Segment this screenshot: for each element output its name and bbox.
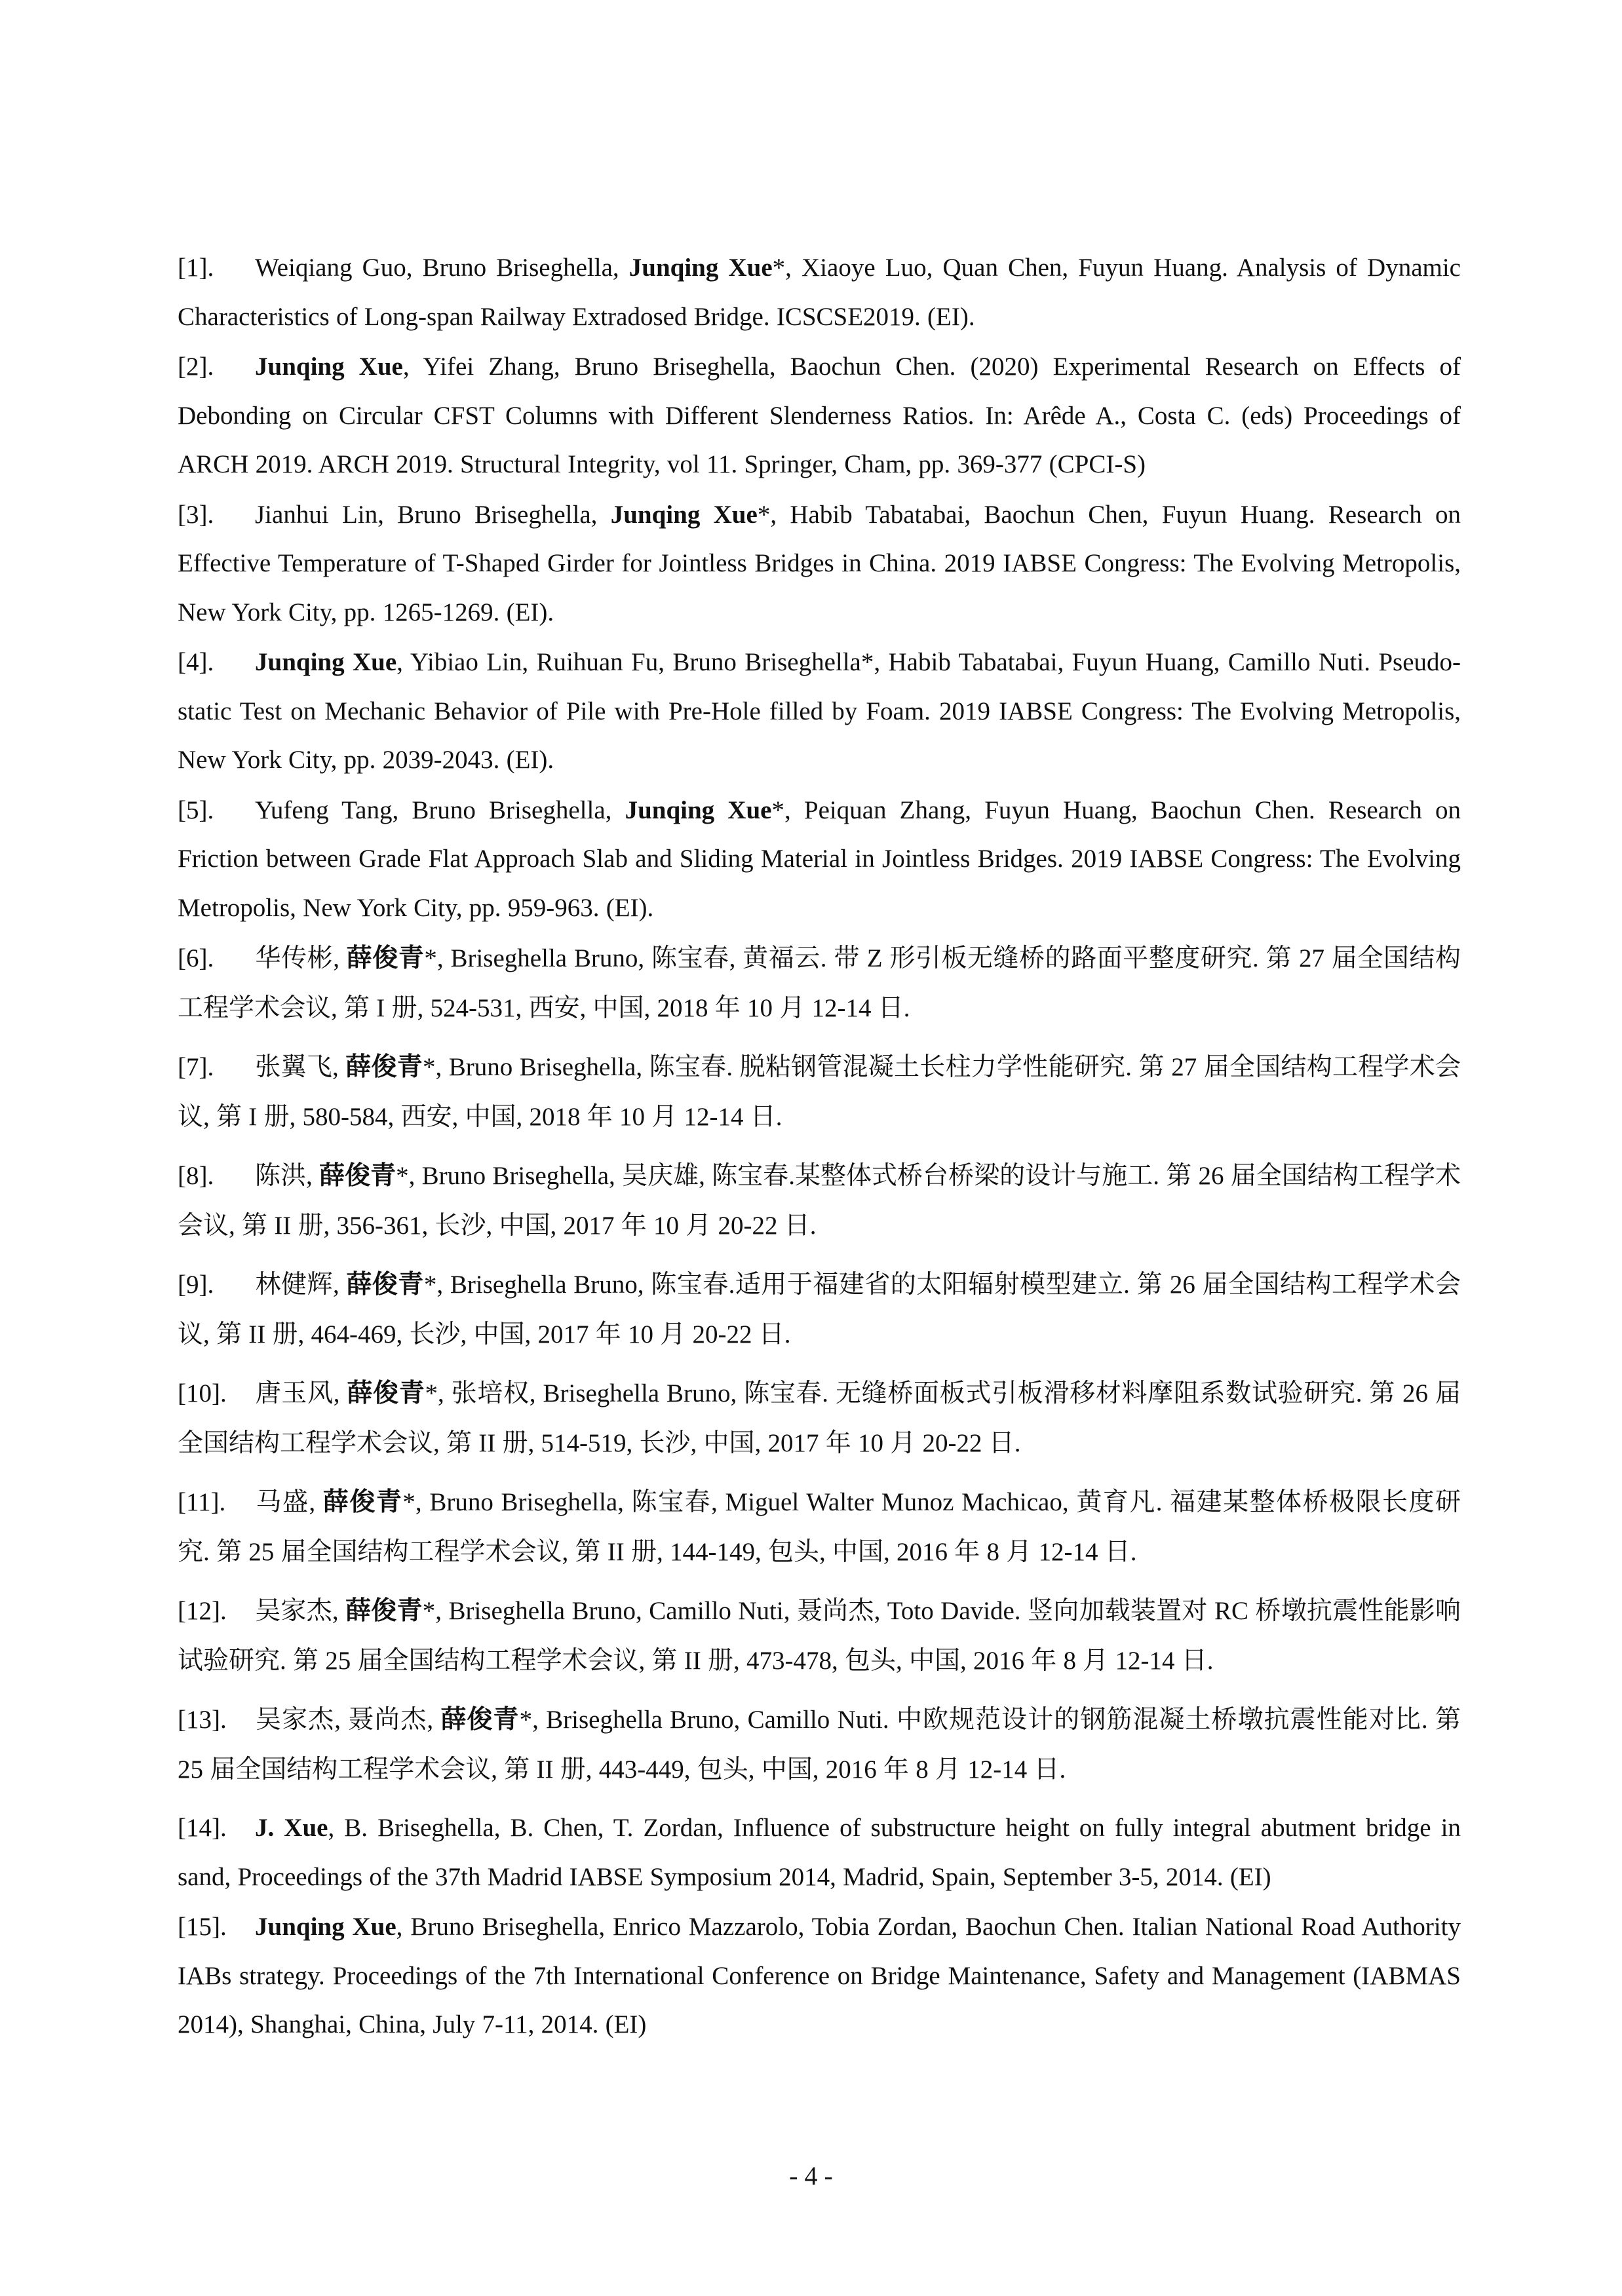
reference-highlight-author: Junqing Xue [628, 254, 773, 282]
reference-highlight-author: 薛俊青 [319, 1162, 396, 1190]
reference-number: [10]. [178, 1379, 227, 1407]
reference-item [178, 786, 1461, 933]
reference-item [178, 1586, 1461, 1686]
reference-details: *, Peiquan Zhang, Fuyun Huang, Baochun Chen. Research on Friction between Grade Flat Approach Slab and Sliding Material in Jointless Bridges. 2019 IABSE Congress: The Evolving Metropolis, New York City, pp. 959-963. (EI). [178, 795, 1461, 922]
reference-number: [13]. [178, 1706, 227, 1734]
reference-details: *, Bruno Briseghella, 陈宝春, Miguel Walter Munoz Machicao, 黄育凡. 福建某整体桥极限长度研究. 第 25 届全国结构工程学术会议, 第 II 册, 144-149, 包头, 中国, 2016 年 8 月 12-14 日. [178, 1488, 1461, 1566]
reference-authors-lead: 张翼飞, [255, 1053, 346, 1081]
reference-item [178, 934, 1461, 1033]
reference-number: [12]. [178, 1597, 227, 1625]
reference-details: , Yifei Zhang, Bruno Briseghella, Baochun Chen. (2020) Experimental Research on Effects of Debonding on Circular CFST Columns with Different Slenderness Ratios. In: Arêde A., Costa C. (eds) Proceedings of ARCH 2019. ARCH 2019. Structural Integrity, vol 11. Springer, Cham, pp. 369-377 (CPCI-S) [178, 353, 1461, 478]
reference-authors-lead: 吴家杰, 聂尚杰, [255, 1706, 441, 1734]
reference-highlight-author: J. Xue [255, 1814, 328, 1842]
reference-number: [8]. [178, 1162, 214, 1190]
reference-item [178, 1695, 1461, 1795]
reference-number: [2]. [178, 353, 214, 381]
reference-item [178, 1151, 1461, 1251]
reference-details: *, Briseghella Bruno, 陈宝春, 黄福云. 带 Z 形引板无缝桥的路面平整度研究. 第 27 届全国结构工程学术会议, 第 I 册, 524-531, 西安, 中国, 2018 年 10 月 12-14 日. [178, 944, 1461, 1022]
reference-item [178, 1369, 1461, 1468]
reference-number: [7]. [178, 1053, 214, 1081]
reference-highlight-author: 薛俊青 [322, 1488, 403, 1516]
reference-authors-lead: 陈洪, [255, 1162, 320, 1190]
reference-authors-lead: Weiqiang Guo, Bruno Briseghella, [255, 254, 629, 282]
reference-item [178, 1804, 1461, 1902]
reference-number: [14]. [178, 1814, 227, 1842]
reference-highlight-author: Junqing Xue [625, 795, 772, 824]
reference-details: *, Briseghella Bruno, Camillo Nuti, 聂尚杰, Toto Davide. 竖向加载装置对 RC 桥墩抗震性能影响试验研究. 第 25 届全国结构工程学术会议, 第 II 册, 473-478, 包头, 中国, 2016 年 8 月 12-14 日. [178, 1597, 1461, 1675]
reference-details: *, Bruno Briseghella, 陈宝春. 脱粘钢管混凝土长柱力学性能研究. 第 27 届全国结构工程学术会议, 第 I 册, 580-584, 西安, 中国, 2018 年 10 月 12-14 日. [178, 1053, 1461, 1131]
reference-list [178, 244, 1461, 2051]
reference-details: , Bruno Briseghella, Enrico Mazzarolo, Tobia Zordan, Baochun Chen. Italian National Road Authority IABs strategy. Proceedings of the 7th International Conference on Bridge Maintenance, Safety and Management (IABMAS 2014), Shanghai, China, July 7-11, 2014. (EI) [178, 1913, 1461, 2038]
reference-item [178, 1903, 1461, 2050]
reference-item [178, 1260, 1461, 1360]
reference-highlight-author: Junqing Xue [255, 1913, 396, 1941]
page-number: - 4 - [789, 2161, 833, 2191]
reference-number: [4]. [178, 648, 214, 676]
reference-highlight-author: Junqing Xue [255, 353, 403, 381]
reference-number: [11]. [178, 1488, 226, 1516]
reference-authors-lead: 马盛, [255, 1488, 323, 1516]
reference-authors-lead: 唐玉风, [255, 1379, 347, 1407]
reference-highlight-author: 薛俊青 [346, 944, 425, 972]
reference-item [178, 491, 1461, 638]
reference-details: *, Bruno Briseghella, 吴庆雄, 陈宝春.某整体式桥台桥梁的设计与施工. 第 26 届全国结构工程学术会议, 第 II 册, 356-361, 长沙, 中国, 2017 年 10 月 20-22 日. [178, 1162, 1461, 1240]
reference-item [178, 1478, 1461, 1577]
reference-number: [5]. [178, 795, 214, 824]
reference-number: [3]. [178, 500, 214, 529]
reference-details: *, Xiaoye Luo, Quan Chen, Fuyun Huang. Analysis of Dynamic Characteristics of Long-span Railway Extradosed Bridge. ICSCSE2019. (EI). [178, 254, 1461, 331]
reference-highlight-author: 薛俊青 [345, 1597, 423, 1625]
reference-details: , Yibiao Lin, Ruihuan Fu, Bruno Briseghella*, Habib Tabatabai, Fuyun Huang, Camillo Nuti. Pseudo-static Test on Mechanic Behavior of Pile with Pre-Hole filled by Foam. 2019 IABSE Congress: The Evolving Metropolis, New York City, pp. 2039-2043. (EI). [178, 648, 1461, 774]
reference-details: *, Habib Tabatabai, Baochun Chen, Fuyun Huang. Research on Effective Temperature of T-Shaped Girder for Jointless Bridges in China. 2019 IABSE Congress: The Evolving Metropolis, New York City, pp. 1265-1269. (EI). [178, 500, 1461, 626]
reference-details: , B. Briseghella, B. Chen, T. Zordan, Influence of substructure height on fully integral abutment bridge in sand, Proceedings of the 37th Madrid IABSE Symposium 2014, Madrid, Spain, September 3-5, 2014. (EI) [178, 1814, 1461, 1891]
reference-number: [15]. [178, 1913, 227, 1941]
reference-highlight-author: 薛俊青 [346, 1271, 424, 1299]
reference-item [178, 1043, 1461, 1142]
reference-number: [6]. [178, 944, 214, 972]
reference-authors-lead: 吴家杰, [255, 1597, 346, 1625]
reference-item [178, 343, 1461, 489]
reference-highlight-author: 薛俊青 [440, 1706, 520, 1734]
reference-highlight-author: 薛俊青 [347, 1379, 425, 1407]
reference-number: [1]. [178, 254, 214, 282]
reference-highlight-author: Junqing Xue [610, 500, 758, 529]
reference-highlight-author: Junqing Xue [255, 648, 397, 676]
reference-highlight-author: 薛俊青 [345, 1053, 423, 1081]
reference-authors-lead: 林健辉, [255, 1271, 347, 1299]
reference-authors-lead: 华传彬, [255, 944, 347, 972]
reference-authors-lead: Jianhui Lin, Bruno Briseghella, [255, 500, 611, 529]
reference-authors-lead: Yufeng Tang, Bruno Briseghella, [255, 795, 625, 824]
reference-details: *, 张培权, Briseghella Bruno, 陈宝春. 无缝桥面板式引板滑移材料摩阻系数试验研究. 第 26 届全国结构工程学术会议, 第 II 册, 514-519, 长沙, 中国, 2017 年 10 月 20-22 日. [178, 1379, 1461, 1457]
reference-number: [9]. [178, 1271, 214, 1299]
reference-details: *, Briseghella Bruno, Camillo Nuti. 中欧规范设计的钢筋混凝土桥墩抗震性能对比. 第 25 届全国结构工程学术会议, 第 II 册, 443-449, 包头, 中国, 2016 年 8 月 12-14 日. [178, 1706, 1461, 1784]
reference-item [178, 638, 1461, 785]
reference-item [178, 244, 1461, 341]
reference-details: *, Briseghella Bruno, 陈宝春.适用于福建省的太阳辐射模型建立. 第 26 届全国结构工程学术会议, 第 II 册, 464-469, 长沙, 中国, 2017 年 10 月 20-22 日. [178, 1271, 1461, 1349]
